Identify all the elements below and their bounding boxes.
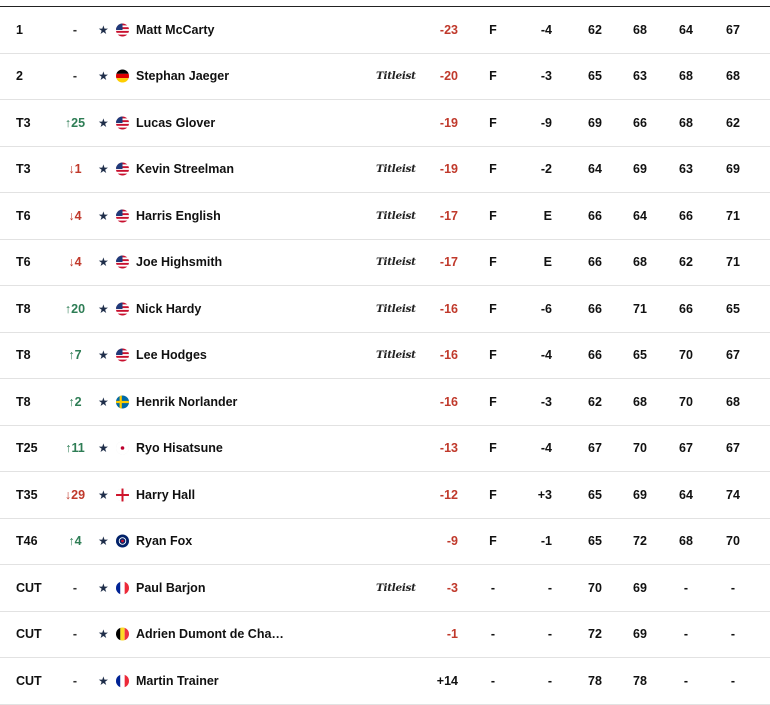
position: CUT (16, 673, 42, 688)
round-1-score: 78 (588, 673, 602, 688)
titleist-logo: Titleist (376, 256, 416, 269)
star-icon[interactable]: ★ (98, 673, 109, 688)
position: T6 (16, 255, 31, 270)
player-name[interactable]: Harris English (136, 208, 221, 223)
position-movement: - (72, 580, 78, 595)
total-score: -20 (439, 69, 458, 84)
round-2-score: 68 (633, 394, 647, 409)
round-2-score: 69 (633, 627, 647, 642)
round-2-score: 63 (633, 69, 647, 84)
flag-icon (116, 116, 129, 129)
player-name[interactable]: Lee Hodges (136, 348, 207, 363)
table-row[interactable] (0, 379, 770, 426)
star-icon[interactable]: ★ (98, 394, 109, 409)
thru: F (489, 255, 497, 270)
position-movement: ↑11 (65, 441, 85, 456)
titleist-logo: Titleist (376, 163, 416, 176)
round-3-score: 64 (679, 487, 693, 502)
total-score: -12 (439, 487, 458, 502)
round-3-score: 66 (679, 208, 693, 223)
round-2-score: 66 (633, 115, 647, 130)
flag-icon (116, 163, 129, 176)
total-score: -1 (446, 627, 458, 642)
round-1-score: 65 (588, 487, 602, 502)
player-name[interactable]: Henrik Norlander (136, 394, 238, 409)
star-icon[interactable]: ★ (98, 487, 109, 502)
position-movement: ↓4 (68, 208, 82, 223)
today-score: - (547, 627, 552, 642)
star-icon[interactable]: ★ (98, 69, 109, 84)
round-2-score: 64 (633, 208, 647, 223)
round-3-score: 67 (679, 441, 693, 456)
round-4-score: 70 (726, 534, 740, 549)
flag-icon (116, 349, 129, 362)
player-name[interactable]: Martin Trainer (136, 673, 219, 688)
position-movement: ↑20 (64, 301, 86, 316)
thru: - (490, 673, 496, 688)
today-score: +3 (537, 487, 552, 502)
star-icon[interactable]: ★ (98, 162, 109, 177)
star-icon[interactable]: ★ (98, 255, 109, 270)
today-score: E (543, 255, 552, 270)
star-icon[interactable]: ★ (98, 301, 109, 316)
thru: - (490, 627, 496, 642)
flag-icon (116, 535, 129, 548)
table-row[interactable] (0, 612, 770, 659)
round-1-score: 65 (588, 69, 602, 84)
flag-icon (116, 628, 129, 641)
round-3-score: - (683, 580, 689, 595)
position-movement: - (72, 627, 78, 642)
round-4-score: 69 (726, 162, 740, 177)
today-score: -4 (540, 22, 552, 37)
round-1-score: 65 (588, 534, 602, 549)
thru: F (489, 534, 497, 549)
position: T3 (16, 115, 31, 130)
round-4-score: 71 (726, 208, 740, 223)
titleist-logo: Titleist (376, 302, 416, 315)
round-3-score: 66 (679, 301, 693, 316)
position: T35 (16, 487, 38, 502)
position: T8 (16, 394, 31, 409)
star-icon[interactable]: ★ (98, 348, 109, 363)
thru: F (489, 115, 497, 130)
today-score: - (547, 673, 552, 688)
today-score: -6 (540, 301, 552, 316)
star-icon[interactable]: ★ (98, 627, 109, 642)
round-2-score: 72 (633, 534, 647, 549)
position-movement: - (72, 673, 78, 688)
player-name[interactable]: Paul Barjon (136, 580, 206, 595)
round-3-score: 63 (679, 162, 693, 177)
round-3-score: 68 (679, 69, 693, 84)
round-3-score: 68 (679, 534, 693, 549)
table-row[interactable] (0, 54, 770, 101)
round-4-score: 74 (726, 487, 740, 502)
round-2-score: 69 (633, 580, 647, 595)
round-1-score: 69 (588, 115, 602, 130)
player-name[interactable]: Harry Hall (136, 487, 196, 502)
thru: F (489, 394, 497, 409)
round-2-score: 69 (633, 162, 647, 177)
star-icon[interactable]: ★ (98, 534, 109, 549)
table-row[interactable] (0, 565, 770, 612)
round-1-score: 62 (588, 394, 602, 409)
position: T3 (16, 162, 31, 177)
total-score: -19 (439, 115, 458, 130)
titleist-logo: Titleist (376, 209, 416, 222)
table-row[interactable] (0, 286, 770, 333)
round-3-score: 68 (679, 115, 693, 130)
round-4-score: - (730, 580, 736, 595)
round-1-score: 64 (588, 162, 602, 177)
total-score: +14 (436, 673, 458, 688)
thru: F (489, 441, 497, 456)
flag-icon (116, 581, 129, 594)
star-icon[interactable]: ★ (98, 115, 109, 130)
round-4-score: - (730, 673, 736, 688)
position-movement: - (72, 22, 78, 37)
round-4-score: 67 (726, 441, 740, 456)
round-4-score: 67 (726, 348, 740, 363)
thru: F (489, 487, 497, 502)
total-score: -23 (439, 22, 458, 37)
today-score: -9 (540, 115, 552, 130)
total-score: -17 (439, 208, 458, 223)
position: T6 (16, 208, 31, 223)
player-name[interactable]: Lucas Glover (136, 115, 216, 130)
position-movement: - (72, 69, 78, 84)
player-name[interactable]: Kevin Streelman (136, 162, 234, 177)
round-2-score: 68 (633, 22, 647, 37)
round-1-score: 67 (588, 441, 602, 456)
round-1-score: 66 (588, 255, 602, 270)
flag-icon (116, 674, 129, 687)
round-1-score: 66 (588, 301, 602, 316)
position: CUT (16, 580, 42, 595)
player-name[interactable]: Joe Highsmith (136, 255, 223, 270)
thru: F (489, 69, 497, 84)
today-score: -4 (540, 348, 552, 363)
round-3-score: 62 (679, 255, 693, 270)
player-name[interactable]: Matt McCarty (136, 22, 215, 37)
position-movement: ↑2 (68, 394, 82, 409)
flag-icon (116, 256, 129, 269)
titleist-logo: Titleist (376, 70, 416, 83)
round-2-score: 65 (633, 348, 647, 363)
position: 1 (16, 22, 23, 37)
table-row[interactable] (0, 100, 770, 147)
today-score: -1 (540, 534, 552, 549)
total-score: -17 (439, 255, 458, 270)
flag-icon (116, 302, 129, 315)
today-score: E (543, 208, 552, 223)
round-3-score: 70 (679, 348, 693, 363)
player-name[interactable]: Ryo Hisatsune (136, 441, 223, 456)
table-row[interactable] (0, 426, 770, 473)
player-name[interactable]: Ryan Fox (136, 534, 193, 549)
table-row[interactable] (0, 193, 770, 240)
table-row[interactable] (0, 519, 770, 566)
table-row[interactable] (0, 240, 770, 287)
star-icon[interactable]: ★ (98, 22, 109, 37)
flag-icon (116, 23, 129, 36)
star-icon[interactable]: ★ (98, 208, 109, 223)
total-score: -9 (446, 534, 458, 549)
position: T8 (16, 301, 31, 316)
round-3-score: 70 (679, 394, 693, 409)
today-score: - (547, 580, 552, 595)
total-score: -16 (439, 348, 458, 363)
position: 2 (16, 69, 23, 84)
position-movement: ↓4 (68, 255, 82, 270)
position: T8 (16, 348, 31, 363)
round-4-score: 68 (726, 394, 740, 409)
round-4-score: 71 (726, 255, 740, 270)
flag-icon (116, 488, 129, 501)
round-1-score: 66 (588, 208, 602, 223)
position: T25 (16, 441, 38, 456)
round-1-score: 70 (588, 580, 602, 595)
titleist-logo: Titleist (376, 581, 416, 594)
round-3-score: 64 (679, 22, 693, 37)
table-row[interactable] (0, 658, 770, 705)
round-4-score: - (730, 627, 736, 642)
titleist-logo: Titleist (376, 349, 416, 362)
position-movement: ↓1 (68, 162, 82, 177)
round-4-score: 67 (726, 22, 740, 37)
thru: - (490, 580, 496, 595)
position-movement: ↑4 (68, 534, 82, 549)
position-movement: ↑7 (68, 348, 82, 363)
player-name[interactable]: Adrien Dumont de Cha… (136, 627, 284, 642)
star-icon[interactable]: ★ (98, 580, 109, 595)
player-name[interactable]: Stephan Jaeger (136, 69, 230, 84)
total-score: -3 (446, 580, 458, 595)
round-4-score: 68 (726, 69, 740, 84)
round-2-score: 71 (633, 301, 647, 316)
today-score: -3 (540, 394, 552, 409)
today-score: -3 (540, 69, 552, 84)
round-4-score: 65 (726, 301, 740, 316)
total-score: -16 (439, 394, 458, 409)
total-score: -13 (439, 441, 458, 456)
table-row[interactable] (0, 472, 770, 519)
player-name[interactable]: Nick Hardy (136, 301, 202, 316)
position-movement: ↑25 (64, 115, 86, 130)
round-2-score: 69 (633, 487, 647, 502)
thru: F (489, 348, 497, 363)
thru: F (489, 22, 497, 37)
position-movement: ↓29 (64, 487, 86, 502)
round-3-score: - (683, 627, 689, 642)
today-score: -4 (540, 441, 552, 456)
round-1-score: 62 (588, 22, 602, 37)
position: CUT (16, 627, 42, 642)
table-row[interactable] (0, 147, 770, 194)
round-3-score: - (683, 673, 689, 688)
round-2-score: 70 (633, 441, 647, 456)
flag-icon (116, 442, 129, 455)
thru: F (489, 301, 497, 316)
thru: F (489, 208, 497, 223)
round-1-score: 66 (588, 348, 602, 363)
round-2-score: 78 (633, 673, 647, 688)
round-2-score: 68 (633, 255, 647, 270)
table-row[interactable] (0, 333, 770, 380)
star-icon[interactable]: ★ (98, 441, 109, 456)
position: T46 (16, 534, 38, 549)
today-score: -2 (540, 162, 552, 177)
table-row[interactable] (0, 7, 770, 54)
flag-icon (116, 395, 129, 408)
round-4-score: 62 (726, 115, 740, 130)
flag-icon (116, 70, 129, 83)
total-score: -16 (439, 301, 458, 316)
thru: F (489, 162, 497, 177)
flag-icon (116, 209, 129, 222)
leaderboard-table (0, 6, 770, 705)
total-score: -19 (439, 162, 458, 177)
round-1-score: 72 (588, 627, 602, 642)
